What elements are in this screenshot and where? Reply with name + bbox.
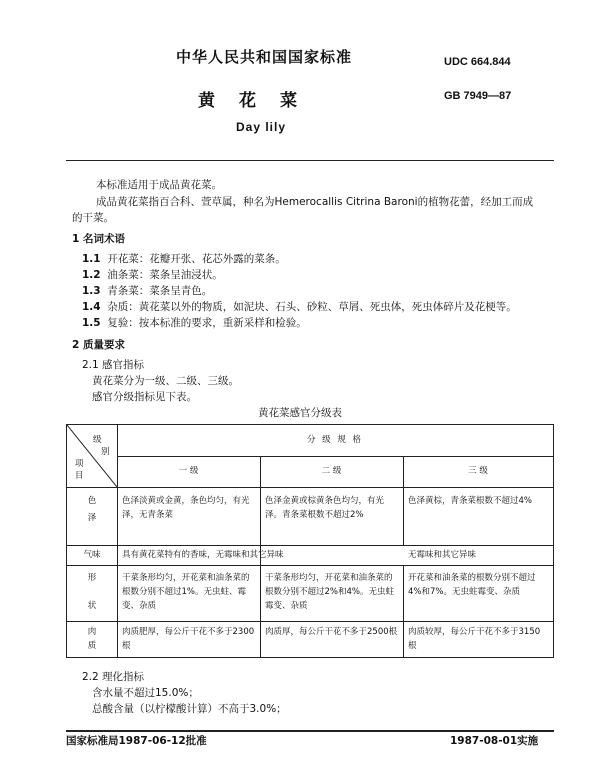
term-text: 开花菜：花瓣开张、花芯外露的菜条。 xyxy=(107,253,286,265)
row-label-smell: 气味 xyxy=(83,550,101,560)
table-divider xyxy=(67,621,553,622)
term-item xyxy=(82,316,307,330)
corner-label-grade: 级 xyxy=(93,435,102,445)
shape-grade-3: 开花菜和油条菜的根数分别不超过4%和7%。无虫蛀霉变、杂质 xyxy=(408,573,536,597)
table-caption: 黄花菜感官分级表 xyxy=(258,407,342,419)
section-1-heading: 1 名词术语 xyxy=(72,233,125,245)
acid-requirement: 总酸含量（以柠檬酸计算）不高于3.0%； xyxy=(92,703,287,715)
row-label-color: 色 xyxy=(87,496,97,506)
group-header: 分 级 规 格 xyxy=(306,435,364,445)
term-item xyxy=(82,300,517,314)
row-label-shape: 形 xyxy=(87,573,97,583)
term-text: 青条菜：菜条呈青色。 xyxy=(107,285,213,297)
document-title: 黄花菜 xyxy=(198,91,321,111)
term-number: 1.4 xyxy=(82,301,101,313)
udc-code: UDC 664.844 xyxy=(444,56,511,68)
corner-label-item: 项 xyxy=(75,459,84,469)
intro-line-2: 成品黄花菜指百合科、萱草属，种名为Hemerocallis Citrina Baroni的植物花蕾，经加工而成 xyxy=(96,196,534,208)
table-reference: 感官分级指标见下表。 xyxy=(92,391,197,403)
flesh-grade-2: 肉质厚，每公斤干花不多于2500根 xyxy=(265,627,398,637)
grade-header-1: 一 级 xyxy=(178,466,199,476)
term-number: 1.3 xyxy=(82,285,101,297)
color-grade-3: 色泽黄棕，青条菜根数不超过4% xyxy=(408,496,532,506)
intro-line-3: 的干菜。 xyxy=(72,212,114,224)
english-title: Day lily xyxy=(236,120,287,134)
shape-grade-2: 干菜条形均匀，开花菜和油条菜的根数分别不超过2%和4%。无虫蛀霉变、杂质 xyxy=(265,573,394,611)
table-divider xyxy=(117,456,553,457)
term-item xyxy=(82,284,212,298)
smell-grade-1-2: 具有黄花菜特有的香味，无霉味和其它异味 xyxy=(122,550,284,560)
term-text: 复验：按本标准的要求，重新采样和检验。 xyxy=(107,317,307,329)
footer-divider xyxy=(66,730,554,732)
standard-title: 中华人民共和国国家标准 xyxy=(176,48,353,66)
table-divider xyxy=(67,565,553,566)
grade-header-3: 三 级 xyxy=(468,466,488,476)
table-divider xyxy=(117,425,118,657)
grading-table xyxy=(66,424,554,658)
row-label-color-2: 泽 xyxy=(87,513,97,523)
table-divider xyxy=(67,545,553,546)
flesh-grade-1: 肉质肥厚，每公斤干花不多于2300根 xyxy=(122,627,255,651)
header-divider xyxy=(66,160,554,161)
subsection-2-1-heading: 2.1 感官指标 xyxy=(82,359,145,371)
grade-header-2: 二 级 xyxy=(321,466,342,476)
section-2-heading: 2 质量要求 xyxy=(72,339,125,351)
row-label-shape-2: 状 xyxy=(87,601,97,611)
term-item xyxy=(82,252,286,266)
term-number: 1.5 xyxy=(82,317,101,329)
term-number: 1.2 xyxy=(82,269,101,281)
row-label-flesh-2: 质 xyxy=(87,641,97,651)
term-text: 杂质：黄花菜以外的物质，如泥块、石头、砂粒、草屑、死虫体，死虫体碎片及花梗等。 xyxy=(107,301,517,313)
approval-date: 国家标准局1987-06-12批准 xyxy=(66,735,207,747)
corner-label-grade-2: 别 xyxy=(101,447,110,457)
flesh-grade-3: 肉质较厚，每公斤干花不多于3150根 xyxy=(408,627,541,651)
term-text: 油条菜：菜条呈油浸状。 xyxy=(107,269,223,281)
color-grade-1: 色泽淡黄或金黄，条色均匀，有光泽，无青条菜 xyxy=(122,496,250,520)
subsection-2-2-heading: 2.2 理化指标 xyxy=(82,671,145,683)
color-grade-2: 色泽金黄或棕黄条色均匀，有光泽。青条菜根数不超过2% xyxy=(265,496,385,520)
effective-date: 1987-08-01实施 xyxy=(450,735,539,747)
grade-description: 黄花菜分为一级、二级、三级。 xyxy=(92,375,239,387)
term-item xyxy=(82,268,223,282)
gb-number: GB 7949—87 xyxy=(444,90,512,102)
smell-grade-3: 无霉味和其它异味 xyxy=(408,550,477,560)
term-number: 1.1 xyxy=(82,253,101,265)
shape-grade-1: 干菜条形均匀，开花菜和油条菜的根数分别不超过1%。无虫蛀、霉变、杂质 xyxy=(122,573,250,611)
intro-line-1: 本标准适用于成品黄花菜。 xyxy=(96,179,222,191)
table-divider xyxy=(403,565,404,657)
corner-label-item-2: 目 xyxy=(75,471,84,481)
row-label-flesh: 肉 xyxy=(87,627,97,637)
table-divider xyxy=(67,487,553,488)
moisture-requirement: 含水量不超过15.0%； xyxy=(92,687,199,699)
